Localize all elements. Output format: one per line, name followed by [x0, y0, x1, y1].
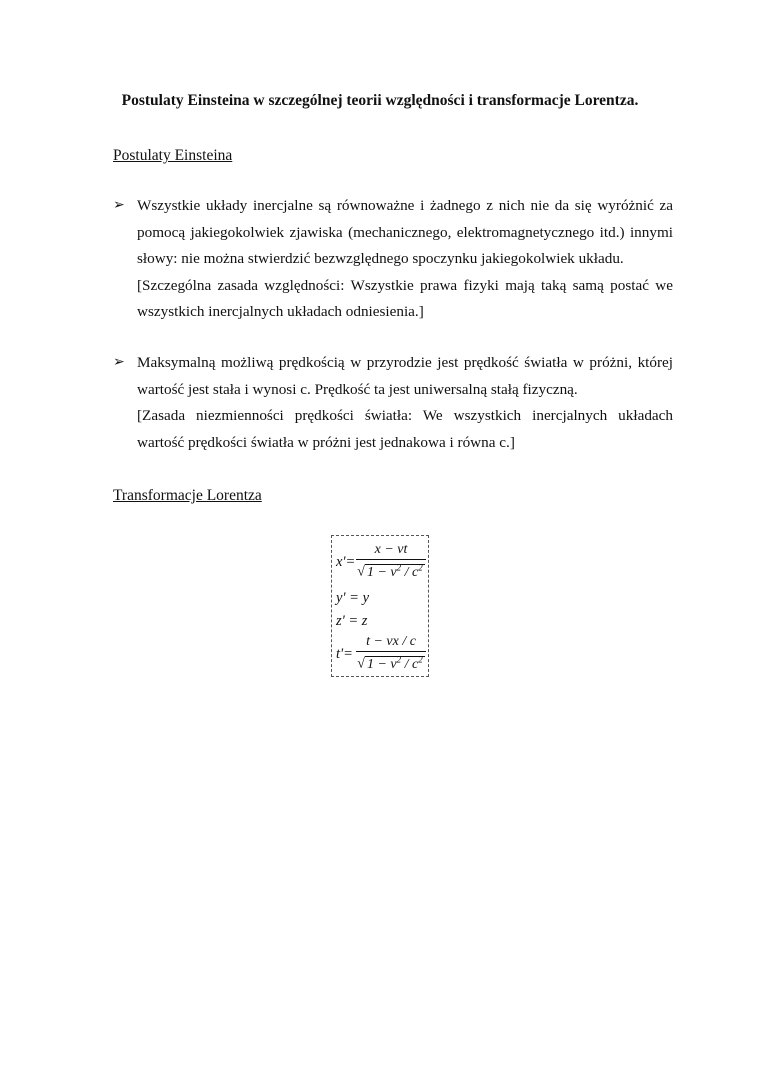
formula-t-denominator: √ $1 - v^2 / c^2$ — [357, 654, 423, 672]
bullet-text: Maksymalną możliwą prędkością w przyrodzie jest prędkość światła w próżni, której wartość jest stała i wynosi c. Prędkość ta jest uniwersalną stałą fizyczną. — [137, 354, 673, 398]
bullet-item-2 — [113, 350, 673, 456]
formula-x-fraction — [356, 542, 426, 581]
bullet-text: Wszystkie układy inercjalne są równoważne i żadnego z nich nie da się wyróżnić za pomocą jakiegokolwiek zjawiska (mechanicznego, elektromagnetycznego itd.) innymi słowy: nie można stwierdzić bezwzględnego spoczynku jakiegokolwiek układu. — [137, 197, 673, 267]
arrow-bullet-icon: ➢ — [113, 355, 125, 370]
bullet-note: [Zasada niezmienności prędkości światła: We wszystkich inercjalnych układach wartość prędkości światła w próżni jest jednakowa i równa c.] — [137, 407, 673, 451]
bullet-item-1 — [113, 193, 673, 326]
section-heading-lorentz: Transformacje Lorentza — [113, 487, 262, 504]
formula-y: y' = y — [336, 590, 370, 606]
formula-t-fraction — [356, 634, 426, 673]
formula-t-lhs: t'= — [336, 646, 353, 662]
formula-z: z' = z — [336, 613, 368, 629]
arrow-bullet-icon: ➢ — [113, 198, 125, 213]
formula-t-numerator: t − vx / c — [356, 634, 426, 652]
formula-x-numerator: x − vt — [356, 542, 426, 560]
page-title: Postulaty Einsteina w szczególnej teorii względności i transformacje Lorentza. — [121, 92, 639, 109]
lorentz-formula-box — [331, 535, 429, 677]
bullet-note: [Szczególna zasada względności: Wszystkie prawa fizyki mają taką samą postać we wszystkich inercjalnych układach odniesienia.] — [137, 276, 673, 320]
section-heading-postulates: Postulaty Einsteina — [113, 147, 233, 164]
formula-x-lhs: x'= — [336, 554, 356, 570]
formula-x-denominator: √ $1 - v^2 / c^2$ — [357, 562, 423, 580]
